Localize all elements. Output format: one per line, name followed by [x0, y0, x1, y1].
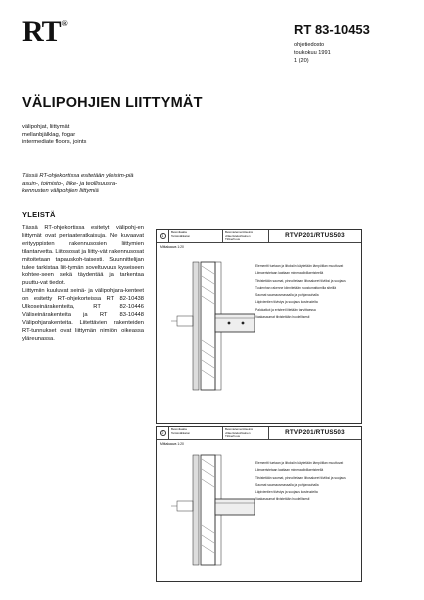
- note-line: Elementti tuetaan ja liitoksiin käytetään lämpötilan muuttuvat: [255, 264, 344, 268]
- drawing-notes: [255, 461, 359, 502]
- title-block-text: Betonilaatta: [171, 427, 187, 431]
- drawing-sheet-1: [156, 229, 362, 424]
- note-line: Tuulenhan rakenne kiinnitetään ruostumattomilla siteillä: [255, 285, 337, 290]
- note-line: Liimaeristetaan laattaan mineraalivillaeristeellä: [255, 468, 324, 473]
- logo-text: RT: [22, 15, 61, 48]
- keyword-en: intermediate floors, joints: [22, 139, 87, 146]
- section-body: [22, 225, 144, 344]
- sheet-code: RTVP201/RTUS503: [285, 429, 345, 436]
- note-line: Liimaeristetaan laattaan mineraalivillaeristeellä: [255, 271, 324, 276]
- title-block-text: Tiiliverhous: [225, 237, 241, 241]
- section-paragraph: Tässä RT-ohjekortissa esitetyt välipohj-en liittymät ovat periaateratkaisuja. Ne kuvaavat erityyppisten rakennusosien liittymien tilantarvetta. Liitososat ja liitty-vät rakennusosat mitoitetaan tapauskoh-taisesti. Suunnittelijan tulee tarkistaa liit-tymän soveltuvuus kyseiseen kohtee-seen sekä täydentää ja tarkentaa puuttu-vat tiedot.: [22, 225, 144, 287]
- title-block-text: villaeristekohtainen: [225, 233, 251, 238]
- registered-mark: ®: [61, 19, 67, 28]
- keywords: [22, 124, 86, 147]
- note-line: Palokatkot ja eristeet liitetään tarvittaessa: [255, 307, 316, 312]
- drawing-sheet-2: [156, 426, 362, 582]
- title-block-text: Betonielementtiseinä: [225, 230, 253, 234]
- title-block-text: villaeristekohtainen: [225, 430, 251, 435]
- note-line: Tiivistetään saumat, pinnoitetaan liitosalueet tiiviiksi ja suojaus: [255, 278, 346, 283]
- note-line: Saumat saumausmassalla ja pohjanauhalla: [255, 482, 319, 487]
- title-block-text: Tiiliverhous: [225, 434, 241, 438]
- note-line: Vaakasaumat tiivistetään huolellisesti: [255, 315, 310, 320]
- keyword-sv: mellanbjälklag, fogar: [22, 131, 76, 138]
- rt-logo: [22, 17, 67, 47]
- note-line: Saumat saumausmassalla ja pohjanauhalla: [255, 293, 319, 298]
- keyword-fi: välipohjat, liittymät: [22, 124, 70, 130]
- scale-label: Mittakaava 1:20: [160, 245, 184, 249]
- note-line: Läpivientien tiivistys ja suojaus kosteudelta: [255, 490, 318, 495]
- note-line: Elementti tuetaan ja liitoksiin käytetään lämpötilan muuttuvat: [255, 461, 344, 465]
- title-block-text: Teräsvälikaton: [171, 430, 191, 435]
- sheet-number: 1: [160, 233, 166, 239]
- document-meta: [294, 41, 331, 65]
- section-heading: YLEISTÄ: [22, 210, 56, 219]
- meta-page: 1 (20): [294, 58, 309, 64]
- title-block: [157, 230, 361, 243]
- joint-drawing: [171, 451, 255, 571]
- meta-type: ohjetiedosto: [294, 42, 325, 48]
- sheet-number: 2: [160, 430, 166, 436]
- meta-date: toukokuu 1991: [294, 50, 331, 56]
- sheet-code: RTVP201/RTUS503: [285, 232, 345, 239]
- note-line: Tiivistetään saumat, pinnoitetaan liitosalueet tiiviiksi ja suojaus: [255, 475, 346, 480]
- summary-text: Tässä RT-ohjekortissa esitetään yleisim-piä asuin-, toimisto-, liike- ja teollisuusra-kennusten välipohjien liittymiä: [22, 173, 134, 195]
- title-block-text: Betonielementtiseinä: [225, 427, 253, 431]
- note-line: Läpivientien tiivistys ja suojaus kosteudelta: [255, 300, 318, 305]
- title-block-text: Betonilaatta: [171, 230, 187, 234]
- document-code: RT 83-10453: [294, 22, 370, 37]
- title-block-text: Teräsvälikaton: [171, 233, 191, 238]
- drawing-notes: [255, 264, 359, 319]
- joint-drawing: [171, 256, 255, 396]
- section-paragraph: Liittymiin kuuluvat seinä- ja välipohjara-kenteet on esitetty RT-ohjekorteissa RT 82-10438 Ulkoseinärakenteita, RT 82-10446 Väliseinärakenteita ja RT 83-10448 Välipohjarakenteita. Liitettävien rakenteiden RT-tunnukset ovat liittymän nimiön oikeassa yläreunassa.: [22, 288, 144, 342]
- scale-label: Mittakaava 1:20: [160, 442, 184, 446]
- note-line: Vaakasaumat tiivistetään huolellisesti: [255, 497, 310, 502]
- page-title: VÄLIPOHJIEN LIITTYMÄT: [22, 95, 203, 111]
- title-block: [157, 427, 361, 440]
